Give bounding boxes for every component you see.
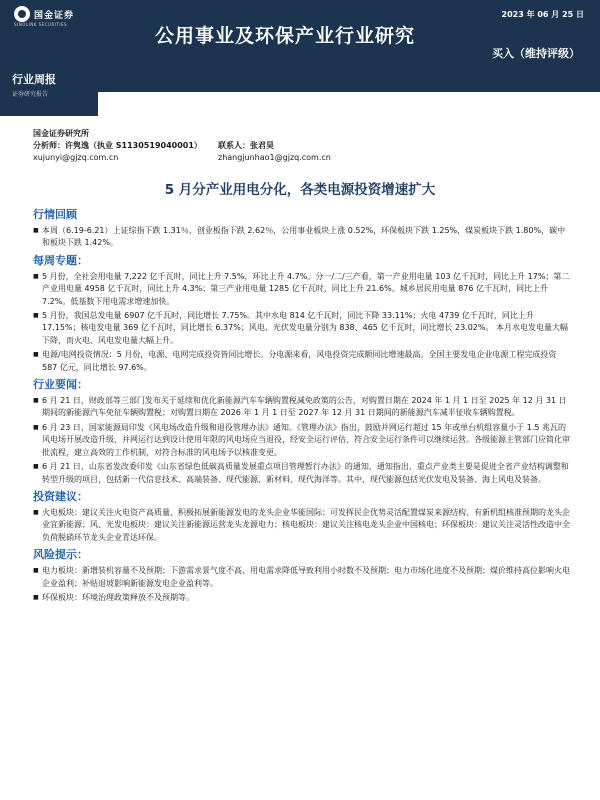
bullet-text: 本周（6.19-6.21）上证综指下跌 1.31％，创业板指下跌 2.62％，公用事业板块上涨 0.52%，环保板块下跌 1.25%，煤炭板块下跌 1.80%，碳中和板块下跌 1.42%。 [42,226,566,248]
contact-email: zhangjunhao1@gjzq.com.cn [218,153,331,162]
author-row [33,140,331,152]
square-bullet-icon: ■ [33,593,39,601]
bullet-item [33,225,573,250]
report-type: 行业周报 [12,73,56,86]
analyst-name: 分析师：许隽逸（执业 S1130519040001） [33,141,202,150]
report-headline: 5 月分产业用电分化，各类电源投资增速扩大 [164,182,436,198]
institute-name: 国金证券研究所 [33,129,89,138]
section-title: 投资建议： [33,489,88,503]
bullet-item [33,310,573,347]
brand-logo [14,6,74,22]
bullet-text: 6 月 23 日，国家能源局印发《风电场改造升级和退役管理办法》通知。《管理办法》指出，鼓励并网运行超过 15 年或单台机组容量小于 1.5 兆瓦的风电场开展改造升级，并网运行达到设计使用年限的风电场应当退役，经安全运行评估，符合安全运行条件可以继续运营。各级能源主管部门应简化审批流程，建立高效的工作机制，对符合标准的风电场予以核准变更。 [42,422,570,457]
bullet-item [33,349,573,374]
logo-text: 国金证券 [34,10,75,21]
square-bullet-icon: ■ [33,227,39,234]
report-subtype: 证券研究报告 [12,91,49,98]
square-bullet-icon: ■ [33,567,39,575]
bullet-item [33,271,573,308]
bullet-item [33,422,573,459]
square-bullet-icon: ■ [33,397,39,405]
section-title: 行业要闻： [33,378,88,392]
report-title: 公用事业及环保产业行业研究 [154,25,415,47]
bullet-text: 电力板块：新增装机容量不及预期；下游需求景气度不高、用电需求降低导致利用小时数不及预期；电力市场化进度不及预期；煤价维持高位影响火电企业盈利；补贴退坡影响新能源发电企业盈利等。 [42,566,570,588]
square-bullet-icon: ■ [33,463,39,471]
author-info [33,128,331,164]
bullet-item [33,461,573,486]
bullet-item [33,507,573,544]
section-title: 行情回顾 [33,208,77,221]
logo-circle-icon [14,6,30,22]
bullet-item [33,592,573,604]
bullet-text: 6 月 21 日，财政部等三部门发布关于延续和优化新能源汽车车辆购置税减免政策的公告，对购置日期在 2024 年 1 月 1 日至 2025 年 12 月 31 日期间的新能源汽车免征车辆购置税；对购置日期在 2026 年 1 月 1 日至 2027 年 12 月 31 日期间的新能源汽车减半征收车辆购置税。 [42,396,567,418]
bullet-text: 6 月 21 日，山东省发改委印发《山东省绿色低碳高质量发展重点项目管理暂行办法》的通知，通知指出，重点产业类主要是促进全省产业结构调整和转型升级的项目，包括新一代信息技术、高端装备、现代能源、新材料、现代海洋等。其中，现代能源包括光伏发电及装备、海上风电及装备。 [42,462,569,484]
bullet-text: 电源/电网投资情况：5 月份，电源、电网完成投资皆同比增长。分电源来看，风电投资完成额同比增速最高。全国主要发电企业电源工程完成投资 587 亿元，同比增长 97.6%。 [42,350,557,372]
square-bullet-icon: ■ [33,312,39,320]
bullet-text: 火电板块：建议关注火电资产高质量、积极拓展新能源发电的龙头企业华能国际；可发挥民企优势灵活配置煤炭来源结构、有新机组核准预期的龙头企业宜新能源；风、光发电板块：建议关注新能源运营龙头龙源电力；核电板块：建议关注核电龙头企业中国核电；环保板块：建议关注灵活性改造中全负荷脱硝环节龙头企业青达环保。 [42,507,570,542]
square-bullet-icon: ■ [33,351,39,359]
logo-subtext: SINOLINK SECURITIES [14,22,68,27]
report-date: 2023 年 06 月 25 日 [501,10,584,19]
bullet-text: 5 月份，全社会用电量 7,222 亿千瓦时，同比上升 7.5%，环比上升 4.7%。分一/二/三产看，第一产业用电量 103 亿千瓦时，同比上升 17%；第二产业用电量 4958 亿千瓦时，同比上升 4.3%；第三产业用电量 1285 亿千瓦时，同比上升 21.6%。城乡居民用电量 876 亿千瓦时，同比上升 7.2%。低基数下用电需求增速加快。 [42,271,570,306]
section-title: 风险提示： [33,548,88,562]
report-header [0,0,600,116]
bullet-text: 5 月份，我国总发电量 6907 亿千瓦时，同比增长 7.75%。其中水电 814 亿千瓦时，同比下降 33.11%；火电 4739 亿千瓦时，同比上升 17.15%；核电发电量 369 亿千瓦时，同比增长 6.37%；风电、光伏发电量分别为 838、465 亿千瓦时，同比增长 23.02%。 本月水电发电量大幅下降，而火电、风电发电量大幅上升。 [42,311,569,345]
square-bullet-icon: ■ [33,272,39,280]
analyst-email: xujunyi@gjzq.com.cn [33,153,119,162]
square-bullet-icon: ■ [33,423,39,431]
rating-label: 买入（维持评级） [492,47,580,60]
email-row [33,152,331,164]
section-title: 每周专题： [33,253,88,267]
contact-name: 联系人：张君昊 [218,141,274,150]
bullet-item [33,565,573,590]
bullet-item [33,395,573,420]
square-bullet-icon: ■ [33,508,39,516]
bullet-text: 环保板块：环境治理政策释放不及预期等。 [42,592,194,602]
report-body [33,204,573,606]
